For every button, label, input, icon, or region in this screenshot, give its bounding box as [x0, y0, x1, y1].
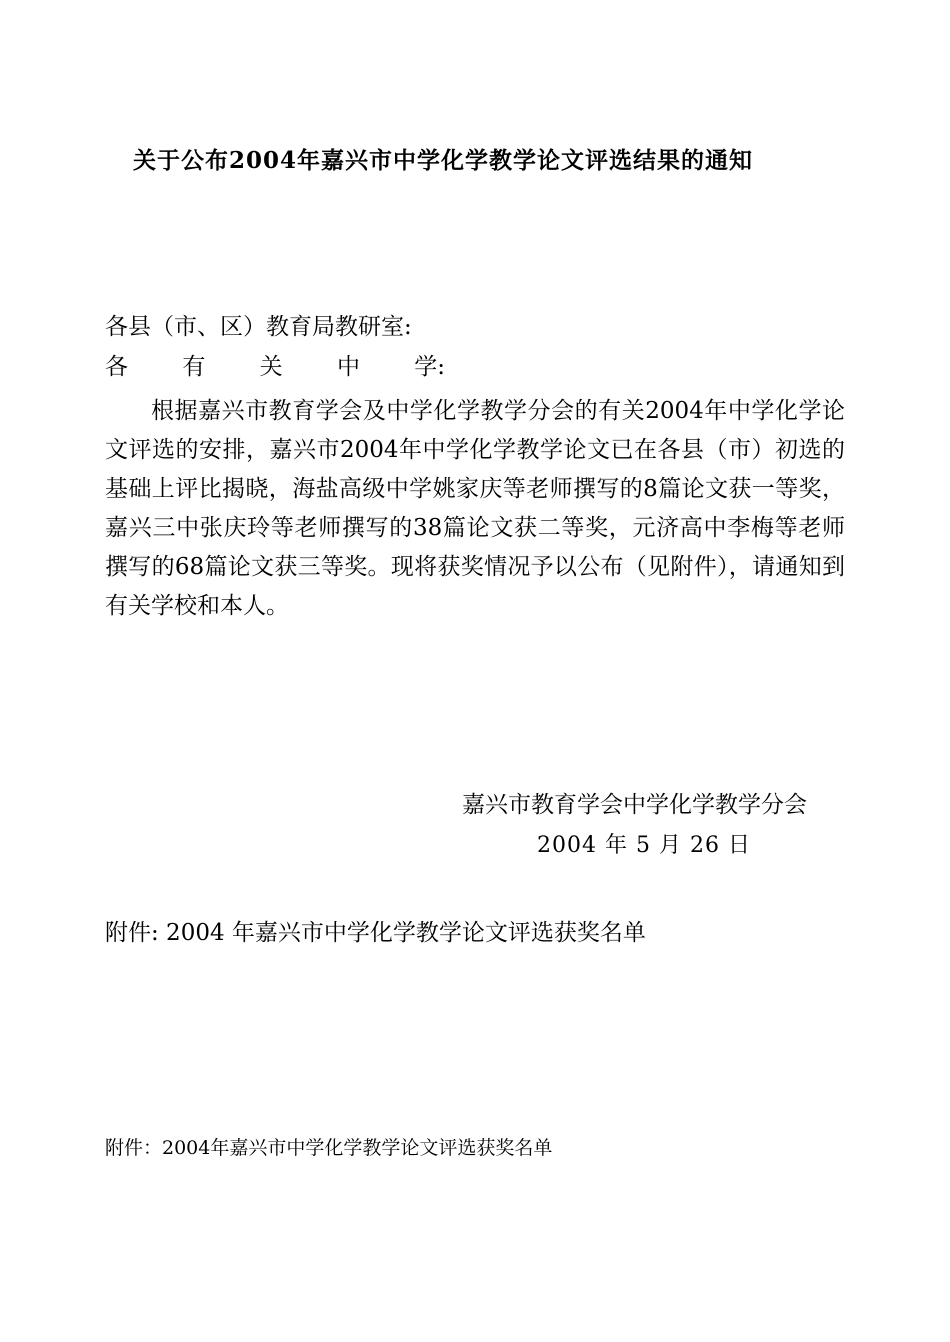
salutation-char: 中 [336, 354, 360, 380]
salutation-char: 有 [182, 354, 206, 380]
salutation-recipients-schools [105, 348, 445, 381]
attachment-heading: 附件：2004年嘉兴市中学化学教学论文评选获奖名单 [105, 1137, 553, 1159]
salutation-char: 关 [259, 354, 283, 380]
salutation-char: 学: [414, 354, 445, 380]
document-title: 关于公布2004年嘉兴市中学化学教学论文评选结果的通知 [133, 147, 754, 174]
notice-body-paragraph: 根据嘉兴市教育学会及中学化学教学分会的有关2004年中学化学论文评选的安排，嘉兴市2004年中学化学教学论文已在各县（市）初选的基础上评比揭晓，海盐高级中学姚家庆等老师撰写的8篇论文获一等奖，嘉兴三中张庆玲等老师撰写的38篇论文获二等奖，元济高中李梅等老师撰写的68篇论文获三等奖。现将获奖情况予以公布（见附件），请通知到有关学校和本人。 [105, 398, 845, 619]
attachment-reference: 附件: 2004 年嘉兴市中学化学教学论文评选获奖名单 [105, 920, 646, 946]
signature-organization: 嘉兴市教育学会中学化学教学分会 [462, 792, 807, 818]
salutation-char: 各 [105, 354, 128, 380]
salutation-recipients-bureau: 各县（市、区）教育局教研室: [105, 314, 412, 340]
signature-date: 2004 年 5 月 26 日 [537, 833, 751, 858]
